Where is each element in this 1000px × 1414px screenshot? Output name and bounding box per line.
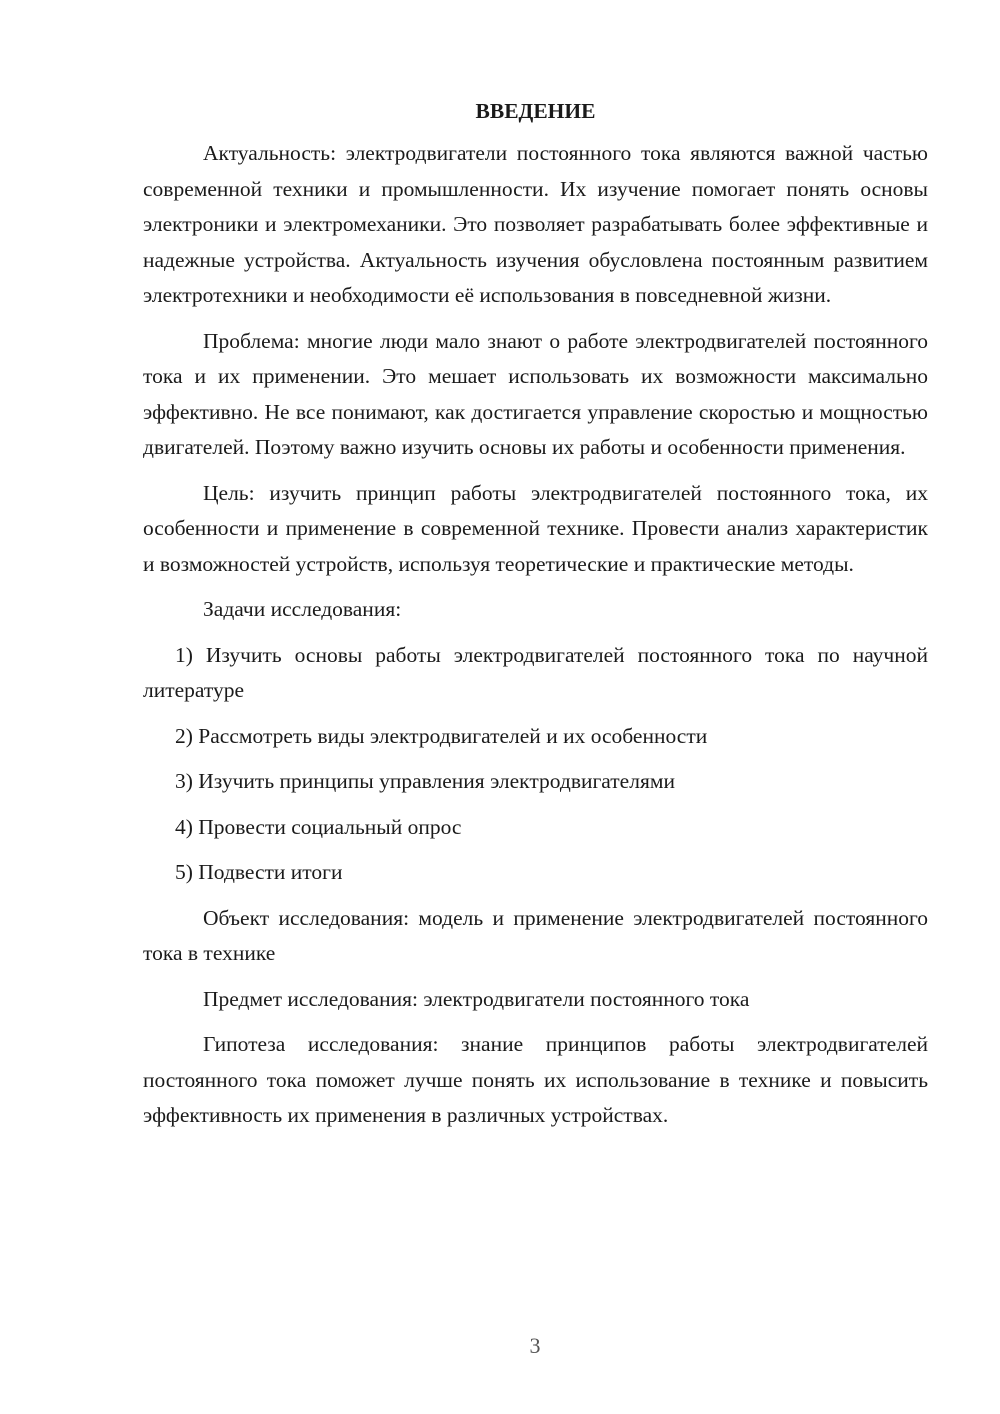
goal-paragraph: Цель: изучить принцип работы электродвигателей постоянного тока, их особенности и применение в современной технике. Провести анализ характеристик и возможностей устройств, используя теоретические и практические методы. [143, 480, 928, 576]
task-item-1: 1) Изучить основы работы электродвигателей постоянного тока по научной литературе [143, 642, 928, 702]
problem-paragraph: Проблема: многие люди мало знают о работе электродвигателей постоянного тока и их применении. Это мешает использовать их возможности максимально эффективно. Не все понимают, как достигается управление скоростью и мощностью двигателей. Поэтому важно изучить основы их работы и особенности применения. [143, 328, 928, 459]
page-number: 3 [529, 1333, 541, 1358]
task-item-3: 3) Изучить принципы управления электродвигателями [175, 769, 675, 793]
task-item-4: 4) Провести социальный опрос [175, 814, 462, 839]
tasks-heading: Задачи исследования: [203, 597, 402, 621]
relevance-paragraph: Актуальность: электродвигатели постоянного тока являются важной частью современной техники и промышленности. Их изучение помогает понять основы электроники и электромеханики. Это позволяет разрабатывать более эффективные и надежные устройства. Актуальность изучения обусловлена постоянным развитием электротехники и необходимости её использования в повседневной жизни. [143, 141, 928, 307]
task-item-5: 5) Подвести итоги [175, 860, 343, 884]
section-title: ВВЕДЕНИЕ [475, 99, 596, 123]
subject-paragraph: Предмет исследования: электродвигатели постоянного тока [203, 986, 750, 1011]
object-paragraph: Объект исследования: модель и применение электродвигателей постоянного тока в технике [143, 905, 928, 965]
document-page [143, 96, 928, 1144]
task-item-2: 2) Рассмотреть виды электродвигателей и их особенности [175, 723, 708, 748]
hypothesis-paragraph: Гипотеза исследования: знание принципов работы электродвигателей постоянного тока поможет лучше понять их использование в технике и повысить эффективность их применения в различных устройствах. [143, 1032, 928, 1127]
